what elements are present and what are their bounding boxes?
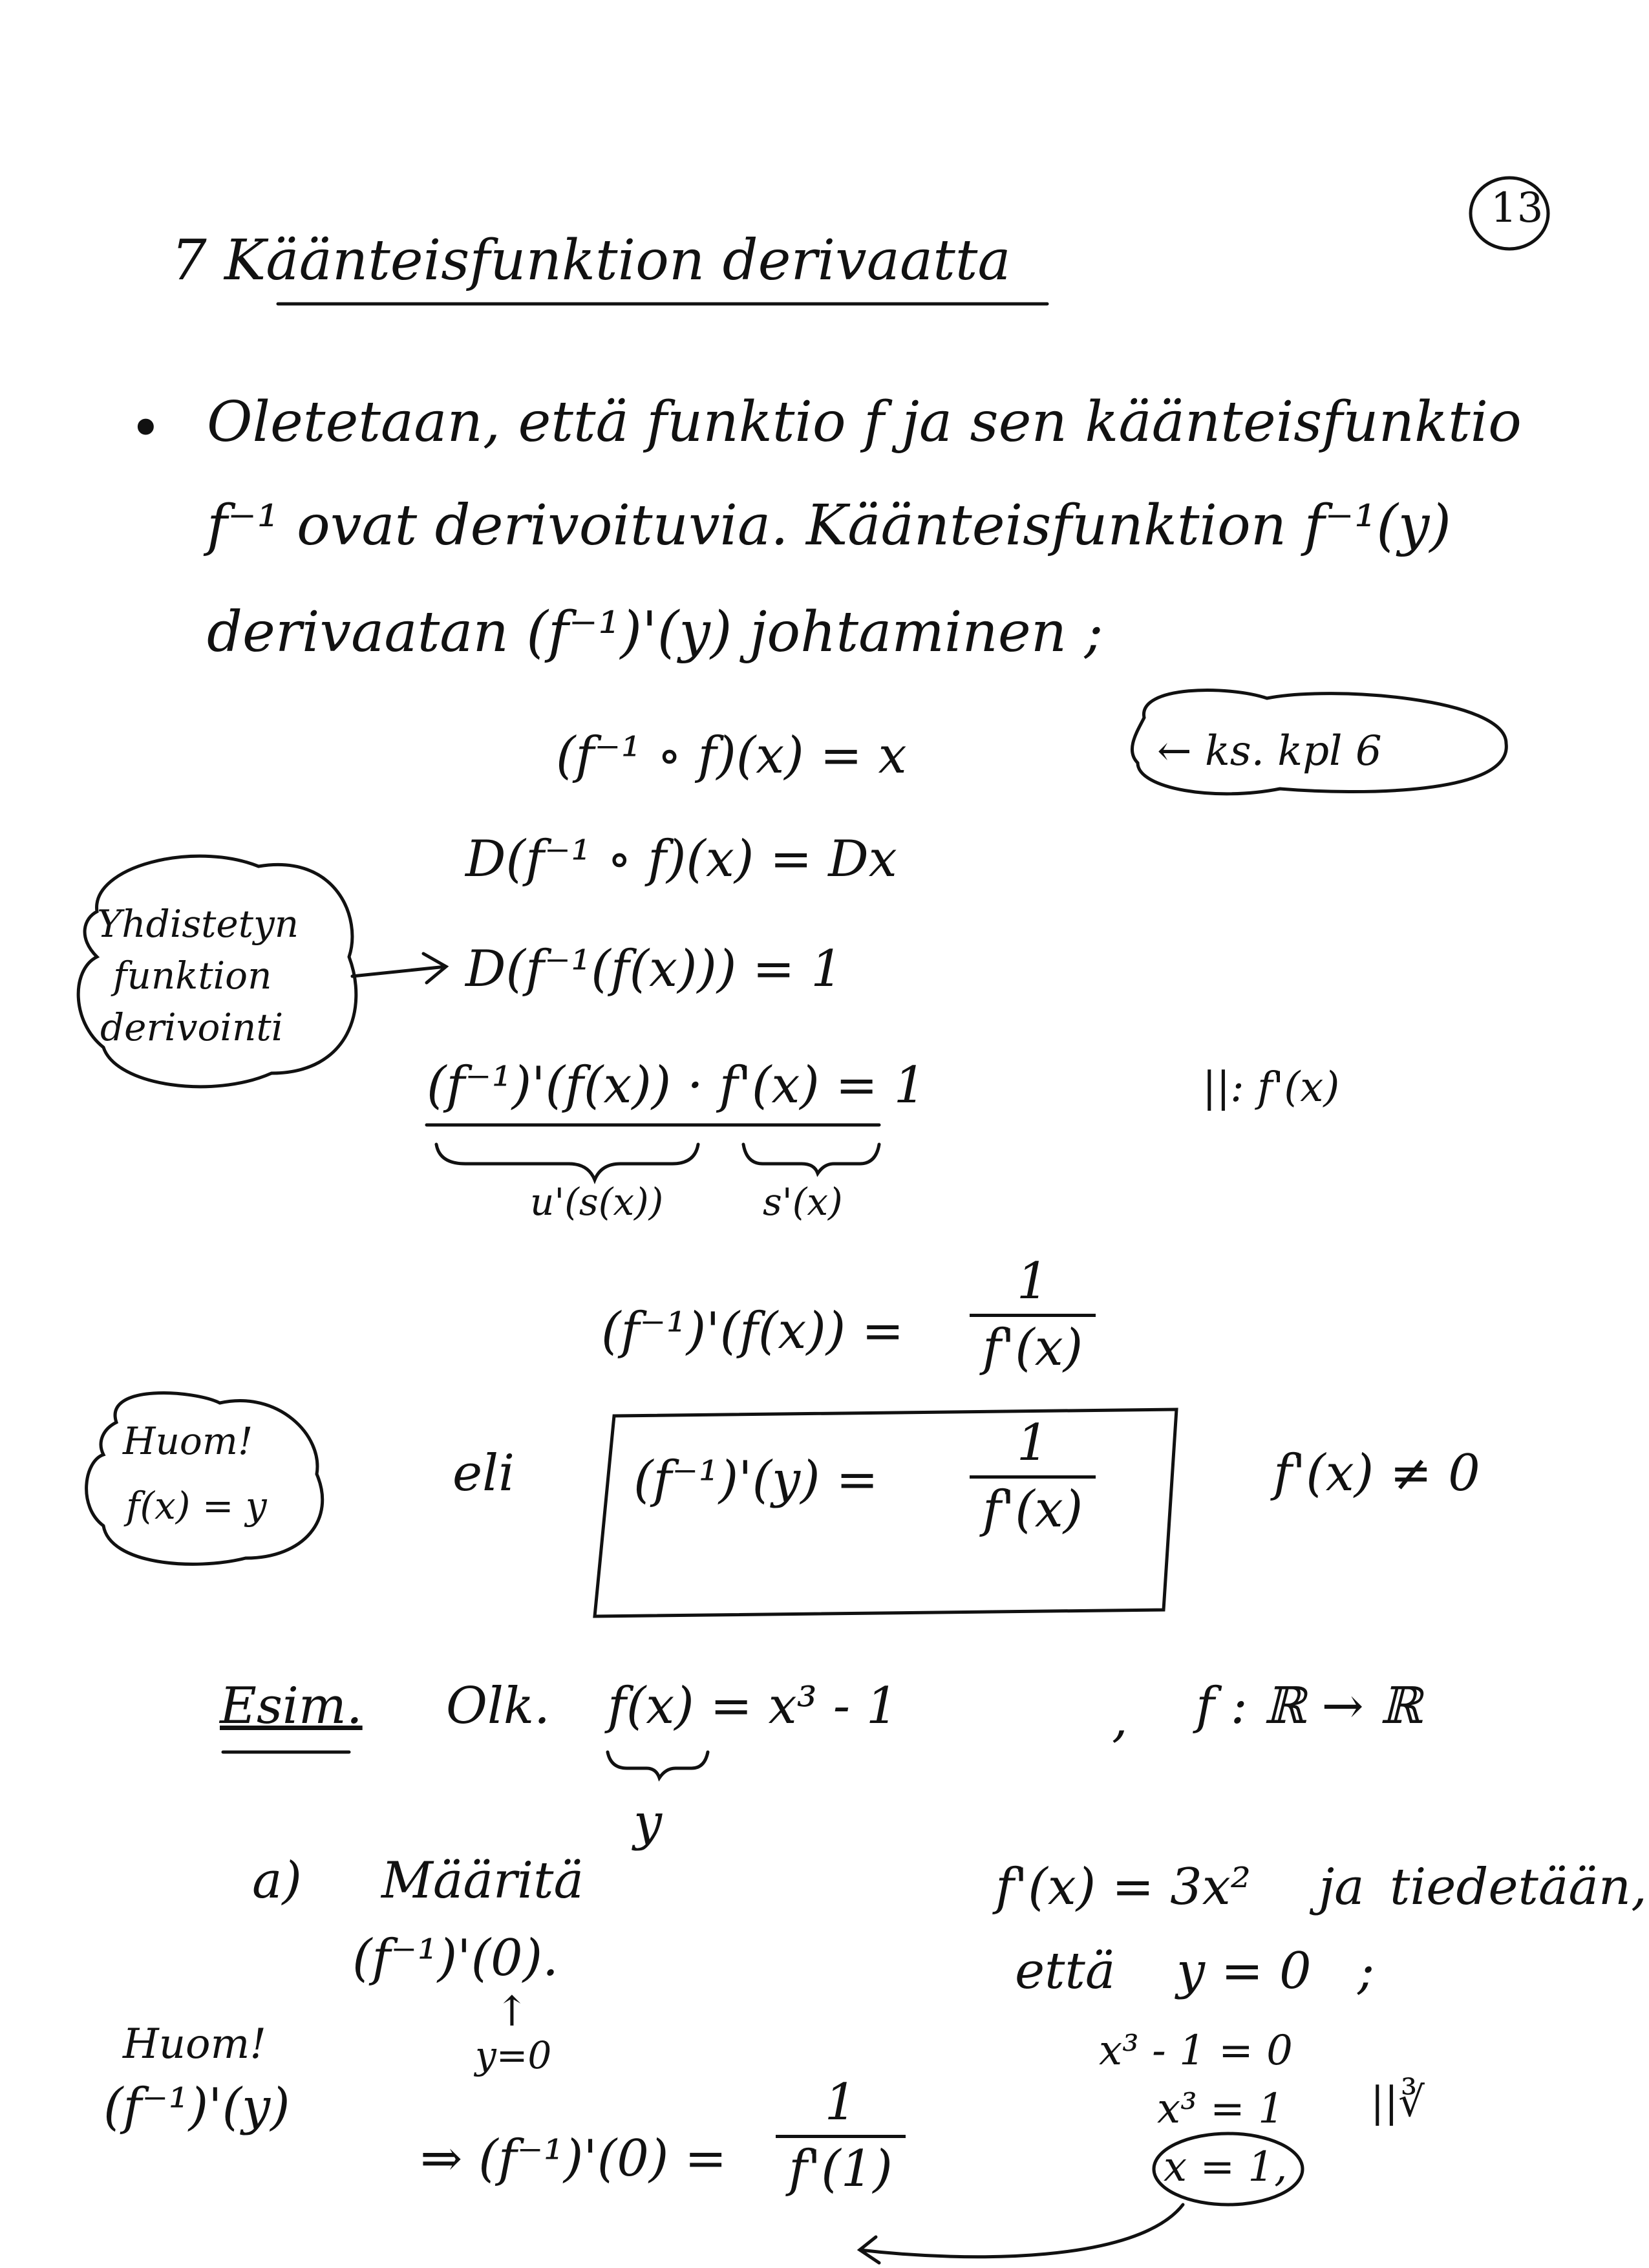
function-domain: f : ℝ → ℝ <box>1196 1677 1422 1735</box>
result-fraction <box>776 2075 906 2198</box>
solution: x = 1, <box>1164 2143 1288 2191</box>
solution-arrow <box>860 2205 1183 2263</box>
function-definition: f(x) = x³ - 1 <box>608 1677 899 1735</box>
page-title: 7 Käänteisfunktion derivaatta <box>171 228 1011 293</box>
y-zero: y = 0 <box>1176 1942 1312 2000</box>
example-heading: Esim. <box>220 1677 363 1735</box>
etta-label: että <box>1015 1942 1116 2000</box>
ja-label: ja <box>1319 1858 1365 1916</box>
olk-label: Olk. <box>446 1677 550 1735</box>
intro-line-2: f⁻¹ ovat derivoituvia. Käänteisfunktion f⁻¹(y) <box>207 493 1451 558</box>
y-equals-zero: y=0 <box>475 2033 552 2077</box>
boxed-lhs: (f⁻¹)'(y) = <box>633 1451 878 1509</box>
part-a-label: a) <box>252 1852 302 1910</box>
brace-left <box>436 1144 698 1180</box>
equation-1: (f⁻¹ ∘ f)(x) = x <box>556 727 907 785</box>
result-numerator: 1 <box>824 2073 857 2132</box>
part-a-expression: (f⁻¹)'(0). <box>352 1929 559 1987</box>
huom-bubble-1-line-1: Huom! <box>123 1419 253 1463</box>
side-bubble-line-3: derivointi <box>100 1005 284 1049</box>
fraction-bar <box>970 1475 1096 1479</box>
tiedetaan-label: tiedetään, <box>1390 1858 1647 1916</box>
boxed-fraction <box>970 1416 1096 1538</box>
equation-2: D(f⁻¹ ∘ f)(x) = Dx <box>465 830 897 888</box>
page-number: 13 <box>1491 184 1544 232</box>
fraction-bar <box>970 1314 1096 1317</box>
boxed-numerator: 1 <box>1016 1414 1049 1472</box>
solve-step-1: x³ - 1 = 0 <box>1099 2027 1293 2075</box>
huom-label: Huom! <box>123 2020 266 2068</box>
equation-5-denominator: f'(x) <box>983 1318 1083 1377</box>
side-bubble-line-2: funktion <box>113 954 272 998</box>
equation-4: (f⁻¹)'(f(x)) · f'(x) = 1 <box>427 1056 926 1115</box>
solve-step-2: x³ = 1 <box>1157 2085 1284 2133</box>
intro-line-1: Oletetaan, että funktio f ja sen käänteisfunktio <box>207 390 1522 455</box>
intro-line-3: derivaatan (f⁻¹)'(y) johtaminen ; <box>207 600 1103 665</box>
boxed-denominator: f'(x) <box>983 1480 1083 1539</box>
derivative-expression: f'(x) = 3x² <box>995 1858 1251 1916</box>
eli-label: eli <box>452 1444 515 1503</box>
function-brace <box>608 1752 708 1778</box>
side-bubble-line-1: Yhdistetyn <box>97 902 299 946</box>
bubble-arrow <box>352 954 446 983</box>
reference-bubble-text: ← ks. kpl 6 <box>1157 727 1382 775</box>
brace-label-left: u'(s(x)) <box>530 1180 664 1224</box>
huom-expression: (f⁻¹)'(y) <box>103 2078 290 2136</box>
equation-3: D(f⁻¹(f(x))) = 1 <box>465 940 843 998</box>
result-denominator: f'(1) <box>789 2139 893 2198</box>
brace-right <box>743 1144 879 1173</box>
equation-5-numerator: 1 <box>1016 1252 1049 1311</box>
comma: , <box>1112 1690 1128 1748</box>
result-lhs: ⇒ (f⁻¹)'(0) = <box>420 2130 727 2188</box>
bullet: • <box>129 396 162 461</box>
part-a-text: Määritä <box>381 1852 584 1910</box>
huom-bubble-1-line-2: f(x) = y <box>126 1484 267 1528</box>
brace-label-right: s'(x) <box>763 1180 843 1224</box>
cube-root-note: ||∛ <box>1370 2079 1425 2126</box>
nonzero-condition: f'(x) ≠ 0 <box>1273 1444 1480 1503</box>
fraction-bar <box>776 2135 906 2138</box>
up-arrow: ↑ <box>495 1988 529 2036</box>
divide-note: ||: f'(x) <box>1202 1064 1340 1111</box>
equation-5-lhs: (f⁻¹)'(f(x)) = <box>601 1302 904 1360</box>
semicolon: ; <box>1357 1942 1375 2000</box>
equation-5-fraction <box>970 1254 1096 1376</box>
y-under-brace: y <box>633 1793 663 1852</box>
